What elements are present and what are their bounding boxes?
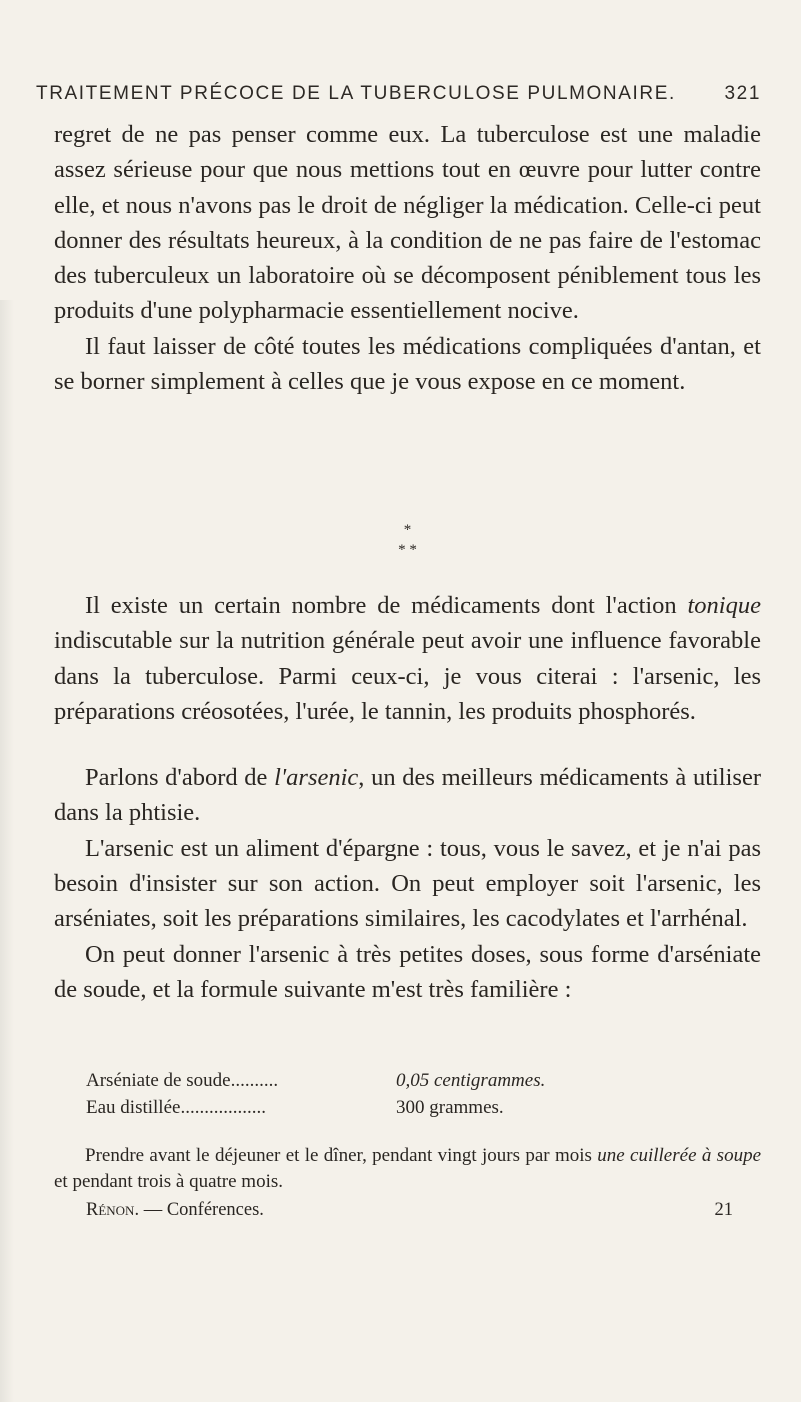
dosage-instructions — [54, 1143, 761, 1195]
running-title: TRAITEMENT PRÉCOCE DE LA TUBERCULOSE PULMONAIRE. — [36, 83, 676, 104]
text-run: , un des meilleurs médicaments à utiliser dans la phtisie. — [54, 764, 761, 827]
formula-row — [86, 1094, 686, 1121]
asterism — [54, 520, 761, 560]
text-run: Parlons d'abord de — [85, 764, 275, 792]
italic-term: tonique — [687, 592, 761, 619]
page-number: 321 — [724, 83, 761, 104]
ingredient-name: Arséniate de soude.......... — [86, 1070, 279, 1091]
text-run: et pendant trois à quatre mois. — [54, 1171, 283, 1192]
top-text-block — [54, 117, 761, 399]
text-run: Il existe un certain nombre de médicaments dont l'action — [85, 592, 688, 619]
asterism-top: * — [403, 522, 412, 538]
ingredient-dose: 300 grammes. — [396, 1097, 504, 1118]
paragraph: On peut donner l'arsenic à très petites doses, sous forme d'arséniate de soude, et la formule suivante m'est très familière : — [54, 940, 761, 1003]
footer-author: Rénon. — [86, 1200, 140, 1220]
italic-term: une cuillerée à soupe — [597, 1145, 761, 1166]
running-header — [36, 83, 761, 105]
signature-mark: 21 — [714, 1200, 733, 1220]
paragraph — [54, 1143, 761, 1195]
footer-title: — Conférences. — [139, 1200, 264, 1220]
paragraph: Il faut laisser de côté toutes les médications compliquées d'antan, et se borner simplement à celles que je vous expose en ce moment. — [54, 332, 761, 396]
paragraph — [54, 760, 761, 831]
prescription-formula — [86, 1067, 686, 1121]
section-text-block — [54, 588, 761, 1007]
italic-term: l'arsenic — [274, 764, 359, 792]
page-footer — [86, 1200, 761, 1221]
formula-row — [86, 1067, 686, 1094]
paragraph: L'arsenic est un aliment d'épargne : tous, vous le savez, et je n'ai pas besoin d'insister sur son action. On peut employer soit l'arsenic, les arséniates, soit les préparations similaires, les cacodylates et l'arrhénal. — [54, 834, 761, 933]
page-binding-shadow — [0, 300, 14, 1402]
paragraph: regret de ne pas penser comme eux. La tuberculose est une maladie assez sérieuse pour que nous mettions tout en œuvre pour lutter contre elle, et nous n'avons pas le droit de négliger la médication. Celle-ci peut donner des résultats heureux, à la condition de ne pas faire de l'estomac des tuberculeux un laboratoire où se décomposent péniblement tous les produits d'une polypharmacie essentiellement nocive. — [54, 121, 761, 325]
ingredient-name: Eau distillée.................. — [86, 1097, 266, 1118]
footer-credit — [86, 1200, 264, 1221]
text-run: Prendre avant le déjeuner et le dîner, pendant vingt jours par mois — [85, 1145, 598, 1166]
paragraph — [54, 588, 761, 729]
text-run: indiscutable sur la nutrition générale peut avoir une influence favorable dans la tuberculose. Parmi ceux-ci, je vous citerai : l'arsenic, les préparations créosotées, l'urée, le tannin, les produits phosphorés. — [54, 627, 761, 725]
asterism-bottom: * * — [398, 542, 417, 558]
ingredient-dose: 0,05 centigrammes. — [396, 1070, 546, 1091]
